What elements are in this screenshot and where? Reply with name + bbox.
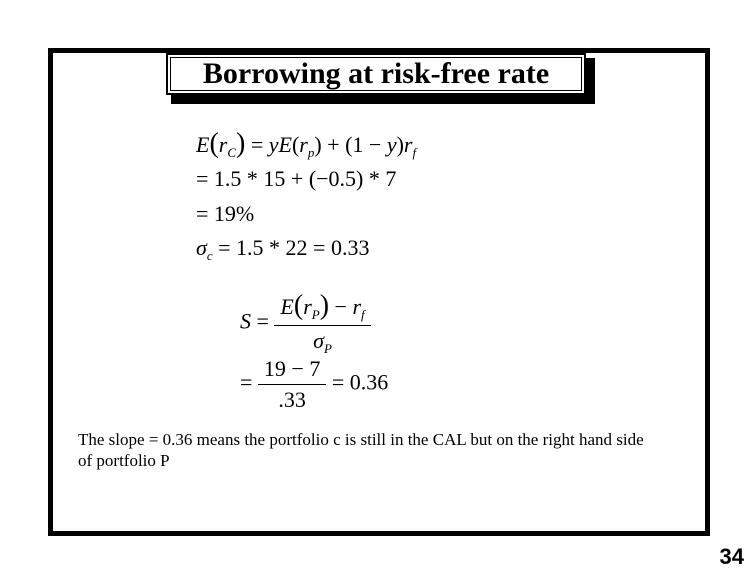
equation-substitution: = 1.5 * 15 + (−0.5) * 7 [196, 166, 397, 191]
title-box [166, 53, 586, 95]
equation-expected-return: $E(r_C) = yE(r_p) + (1 - y)r_f$ [196, 128, 417, 160]
slide-title: Borrowing at risk-free rate [170, 57, 582, 91]
equation-sharpe-definition: S = $\frac{E(r_P) - r_f}{\sigma_P}$ [240, 290, 371, 357]
equation-sharpe-value: = $\frac{19 - 7}{.33}$ = 0.36 [240, 356, 389, 412]
equation-result: = 19% [196, 201, 255, 226]
page-number: 34 [719, 544, 744, 569]
equation-sigma: $\sigma_c = 1.5 * 22 = 0.33$ [196, 235, 370, 263]
slide-caption: The slope = 0.36 means the portfolio c is still in the CAL but on the right hand side of portfolio P [78, 430, 644, 470]
